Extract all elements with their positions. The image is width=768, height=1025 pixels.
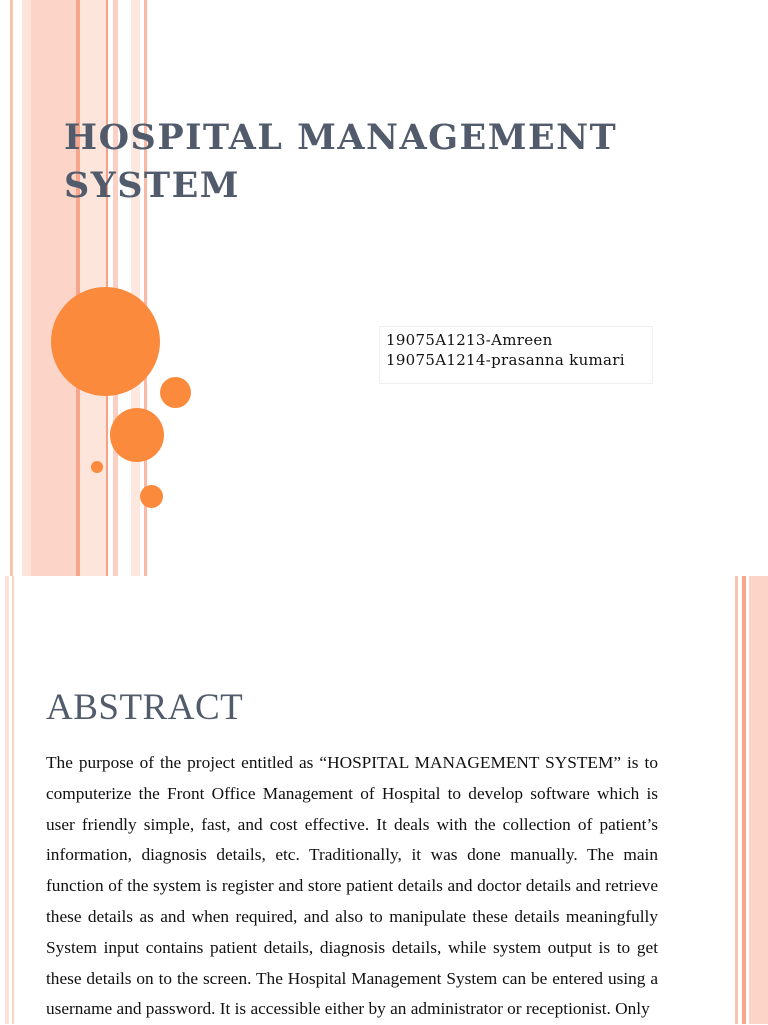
decorative-circle-medium <box>110 408 164 462</box>
author-line: 19075A1213-Amreen <box>386 331 553 349</box>
decorative-stripe <box>10 0 13 576</box>
decorative-stripe <box>5 576 9 1024</box>
abstract-body: The purpose of the project entitled as “HOSPITAL MANAGEMENT SYSTEM” is to computerize the Front Office Management of Hospital to develop software which is user friendly simple, fast, and cost effective. It deals with the collection of patient’s information, diagnosis details, etc. Traditionally, it was done manually. The main function of the system is register and store patient details and doctor details and retrieve these details as and when required, and also to manipulate these details meaningfully System input contains patient details, diagnosis details, while system output is to get these details on to the screen. The Hospital Management System can be entered using a username and password. It is accessible either by an administrator or receptionist. Only <box>46 753 658 1019</box>
decorative-circle-small <box>160 377 191 408</box>
abstract-heading: ABSTRACT <box>46 687 244 728</box>
decorative-stripe <box>749 576 768 1024</box>
decorative-circle-small <box>140 485 163 508</box>
decorative-stripe <box>12 576 14 1024</box>
author-box <box>379 326 653 384</box>
decorative-stripe <box>22 0 31 576</box>
decorative-stripe <box>31 0 76 576</box>
decorative-stripe <box>742 576 746 1024</box>
decorative-stripe <box>735 576 738 1024</box>
decorative-stripe <box>131 0 140 576</box>
decorative-circle-large <box>51 287 160 396</box>
decorative-dot <box>91 461 103 473</box>
presentation-title: HOSPITAL MANAGEMENT SYSTEM <box>64 117 618 206</box>
author-line: 19075A1214-prasanna kumari <box>386 351 625 369</box>
